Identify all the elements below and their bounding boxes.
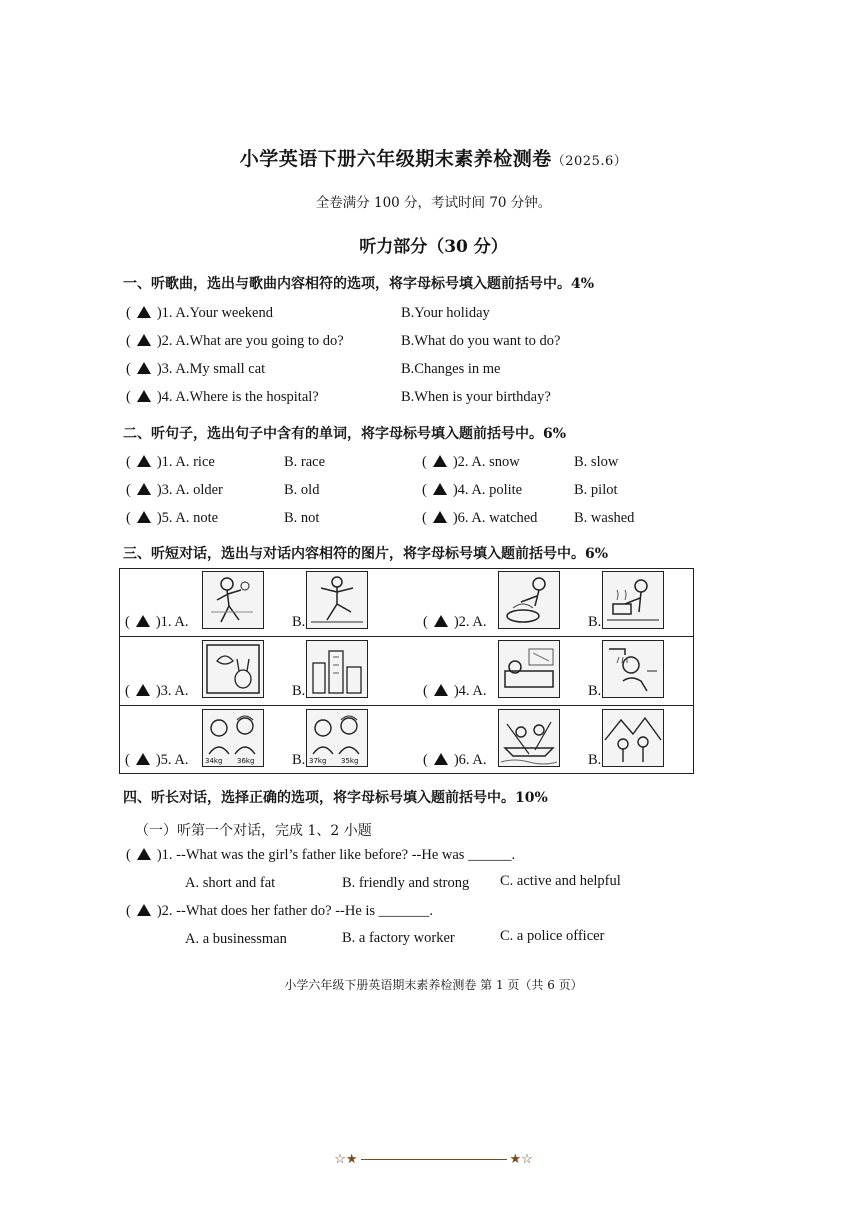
part3-q4-b: B. [588,683,602,699]
triangle-icon [433,455,447,467]
part4-q2-option-c: C. a police officer [500,928,605,944]
city-buildings-picture [306,640,368,698]
part4-q1-option-b: B. friendly and strong [342,875,470,891]
triangle-icon [434,753,448,765]
divider-line [361,1159,507,1160]
part3-q5-b: B. [292,752,306,768]
part4-q2: ( )2. --What does her father do? --He is _______. [126,903,434,919]
triangle-icon [137,362,151,374]
part3-q1-a: ( )1. A. [125,614,189,630]
part1-q1-b: B.Your holiday [401,305,490,321]
part3-q1-b: B. [292,614,306,630]
star-icon: ☆★ [334,1152,358,1167]
part2-q4-b: B. pilot [574,482,618,498]
part3-q3-b: B. [292,683,306,699]
two-kids-weights-picture [202,709,264,767]
triangle-icon [434,615,448,627]
part2-q1-b: B. race [284,454,326,470]
part2-q3-a: ( )3. A. older [126,482,223,498]
rowing-boat-picture [498,709,560,767]
hiking-picture [602,709,664,767]
part4-q1: ( )1. --What was the girl’s father like before? --He was ______. [126,847,516,863]
part2-q5-b: B. not [284,510,320,526]
badminton-player-picture [202,571,264,629]
triangle-icon [136,615,150,627]
part3-q2-b: B. [588,614,602,630]
triangle-icon [433,511,447,523]
exam-title [0,144,867,171]
triangle-icon [137,334,151,346]
bird-and-rabbit-picture [202,640,264,698]
part1-q3-a: ( )3. A.My small cat [126,361,266,377]
part2-q5-a: ( )5. A. note [126,510,219,526]
triangle-icon [137,511,151,523]
star-icon: ★☆ [509,1152,533,1167]
kg-label: 35kg [341,757,359,765]
cooking-picture [602,571,664,629]
part4-q1-option-a: A. short and fat [185,875,276,891]
part4-subheading: （一）听第一个对话，完成 1、2 小题 [135,823,372,839]
part3-q2-a: ( )2. A. [423,614,487,630]
part1-q1-a: ( )1. A.Your weekend [126,305,273,321]
part1-q2-b: B.What do you want to do? [401,333,561,349]
triangle-icon [137,483,151,495]
page-footer: 小学六年级下册英语期末素养检测卷 第 1 页（共 6 页） [284,978,583,992]
triangle-icon [434,684,448,696]
part1-q3-b: B.Changes in me [401,361,501,377]
triangle-icon [137,306,151,318]
exam-subtitle: 全卷满分 100 分，考试时间 70 分钟。 [315,195,552,211]
triangle-icon [136,684,150,696]
part3-q6-a: ( )6. A. [423,752,487,768]
exam-date: （2025.6） [551,154,628,169]
skater-picture [306,571,368,629]
exam-title-text: 小学英语下册六年级期末素养检测卷 [239,148,552,170]
part4-q1-option-c: C. active and helpful [500,873,621,889]
part3-q6-b: B. [588,752,602,768]
triangle-icon [137,904,151,916]
part2-q6-b: B. washed [574,510,635,526]
part3-q5-a: ( )5. A. [125,752,189,768]
part2-q2-a: ( )2. A. snow [422,454,520,470]
grid-divider [120,705,693,706]
part2-q2-b: B. slow [574,454,619,470]
part2-q3-b: B. old [284,482,320,498]
kg-label: 36kg [237,757,255,765]
part1-q4-a: ( )4. A.Where is the hospital? [126,389,319,405]
part4-q2-option-b: B. a factory worker [342,930,455,946]
part3-q4-a: ( )4. A. [423,683,487,699]
triangle-icon [137,390,151,402]
part1-q2-a: ( )2. A.What are you going to do? [126,333,344,349]
triangle-icon [136,753,150,765]
part3-heading: 三、听短对话，选出与对话内容相符的图片，将字母标号填入题前括号中。6% [123,546,609,562]
kg-label: 34kg [205,757,223,765]
part1-q4-b: B.When is your birthday? [401,389,551,405]
part4-heading: 四、听长对话，选择正确的选项，将字母标号填入题前括号中。10% [123,790,548,806]
triangle-icon [137,455,151,467]
picture-grid [119,568,694,774]
section-heading: 听力部分（30 分） [359,237,508,257]
triangle-icon [137,848,151,860]
part2-q4-a: ( )4. A. polite [422,482,523,498]
kg-label: 37kg [309,757,327,765]
sick-in-bed-picture [498,640,560,698]
part3-q3-a: ( )3. A. [125,683,189,699]
part2-q1-a: ( )1. A. rice [126,454,215,470]
part4-q2-option-a: A. a businessman [185,931,287,947]
part2-q6-a: ( )6. A. watched [422,510,538,526]
decorative-stars [0,1152,867,1167]
two-kids-weights-picture [306,709,368,767]
grid-divider [120,636,693,637]
washing-clothes-picture [498,571,560,629]
part1-heading: 一、听歌曲，选出与歌曲内容相符的选项，将字母标号填入题前括号中。4% [123,276,595,292]
shower-picture [602,640,664,698]
triangle-icon [433,483,447,495]
part2-heading: 二、听句子，选出句子中含有的单词，将字母标号填入题前括号中。6% [123,426,567,442]
